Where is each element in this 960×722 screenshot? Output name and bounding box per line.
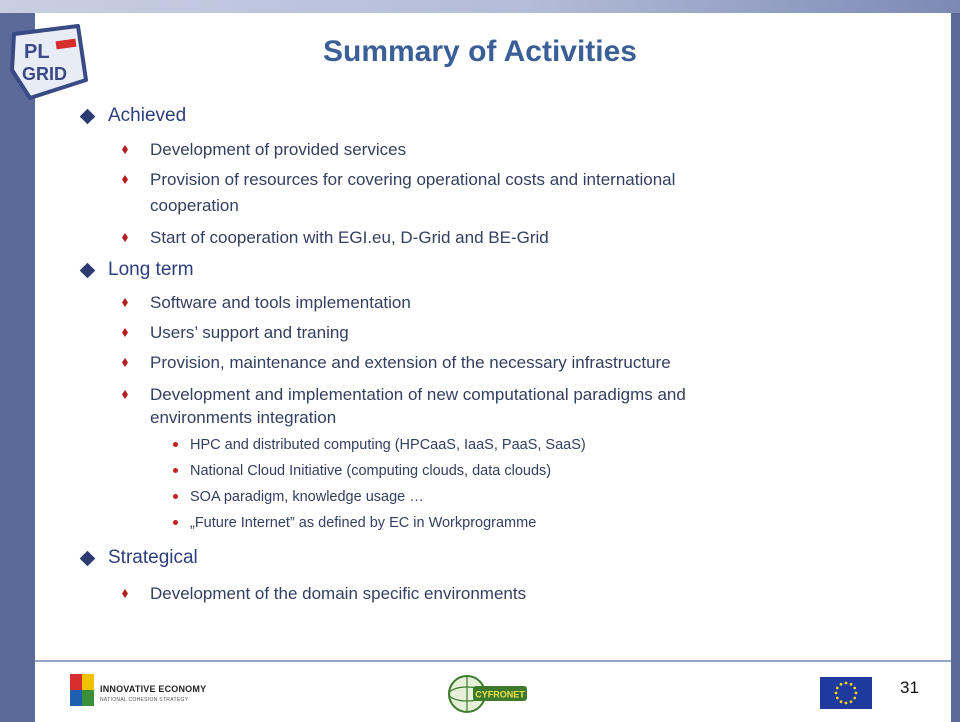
sub-list-item: National Cloud Initiative (computing clouds, data clouds)	[190, 463, 552, 479]
svg-text:CYFRONET: CYFRONET	[475, 689, 525, 700]
section-heading-long-term: Long term	[108, 259, 194, 280]
level3-bullet	[173, 442, 178, 447]
list-item-continuation: cooperation	[150, 196, 239, 215]
level3-bullet	[173, 468, 178, 473]
list-item: Start of cooperation with EGI.eu, D-Grid and BE-Grid	[150, 228, 549, 247]
list-item: Development and implementation of new computational paradigms and	[150, 385, 686, 404]
list-item: Development of provided services	[150, 140, 407, 159]
level3-bullet	[173, 520, 178, 525]
sub-list-item: HPC and distributed computing (HPCaaS, IaaS, PaaS, SaaS)	[190, 437, 586, 453]
innovative-economy-logo-icon	[70, 674, 96, 708]
list-item-continuation: environments integration	[150, 408, 337, 427]
list-item: Software and tools implementation	[150, 293, 411, 312]
level3-bullet	[173, 494, 178, 499]
sub-list-item: SOA paradigm, knowledge usage …	[190, 489, 424, 505]
svg-text:GRID: GRID	[22, 64, 67, 84]
slide-title: Summary of Activities	[323, 35, 637, 68]
list-item: Users’ support and traning	[150, 323, 349, 342]
list-item: Provision of resources for covering operational costs and international	[150, 170, 676, 189]
section-heading-achieved: Achieved	[108, 105, 187, 126]
section-heading-strategical: Strategical	[108, 547, 198, 568]
list-item: Development of the domain specific environments	[150, 584, 527, 603]
page-number: 31	[900, 678, 919, 697]
sub-list-item: „Future Internet” as defined by EC in Workprogramme	[190, 515, 537, 531]
cyfronet-logo	[445, 672, 531, 716]
eu-flag-icon	[820, 677, 872, 709]
svg-text:PL: PL	[24, 41, 50, 63]
innovative-economy-subtitle: NATIONAL COHESION STRATEGY	[100, 697, 189, 703]
list-item: Provision, maintenance and extension of the necessary infrastructure	[150, 353, 671, 372]
innovative-economy-title: INNOVATIVE ECONOMY	[100, 684, 207, 694]
top-gradient-bar	[0, 0, 960, 13]
